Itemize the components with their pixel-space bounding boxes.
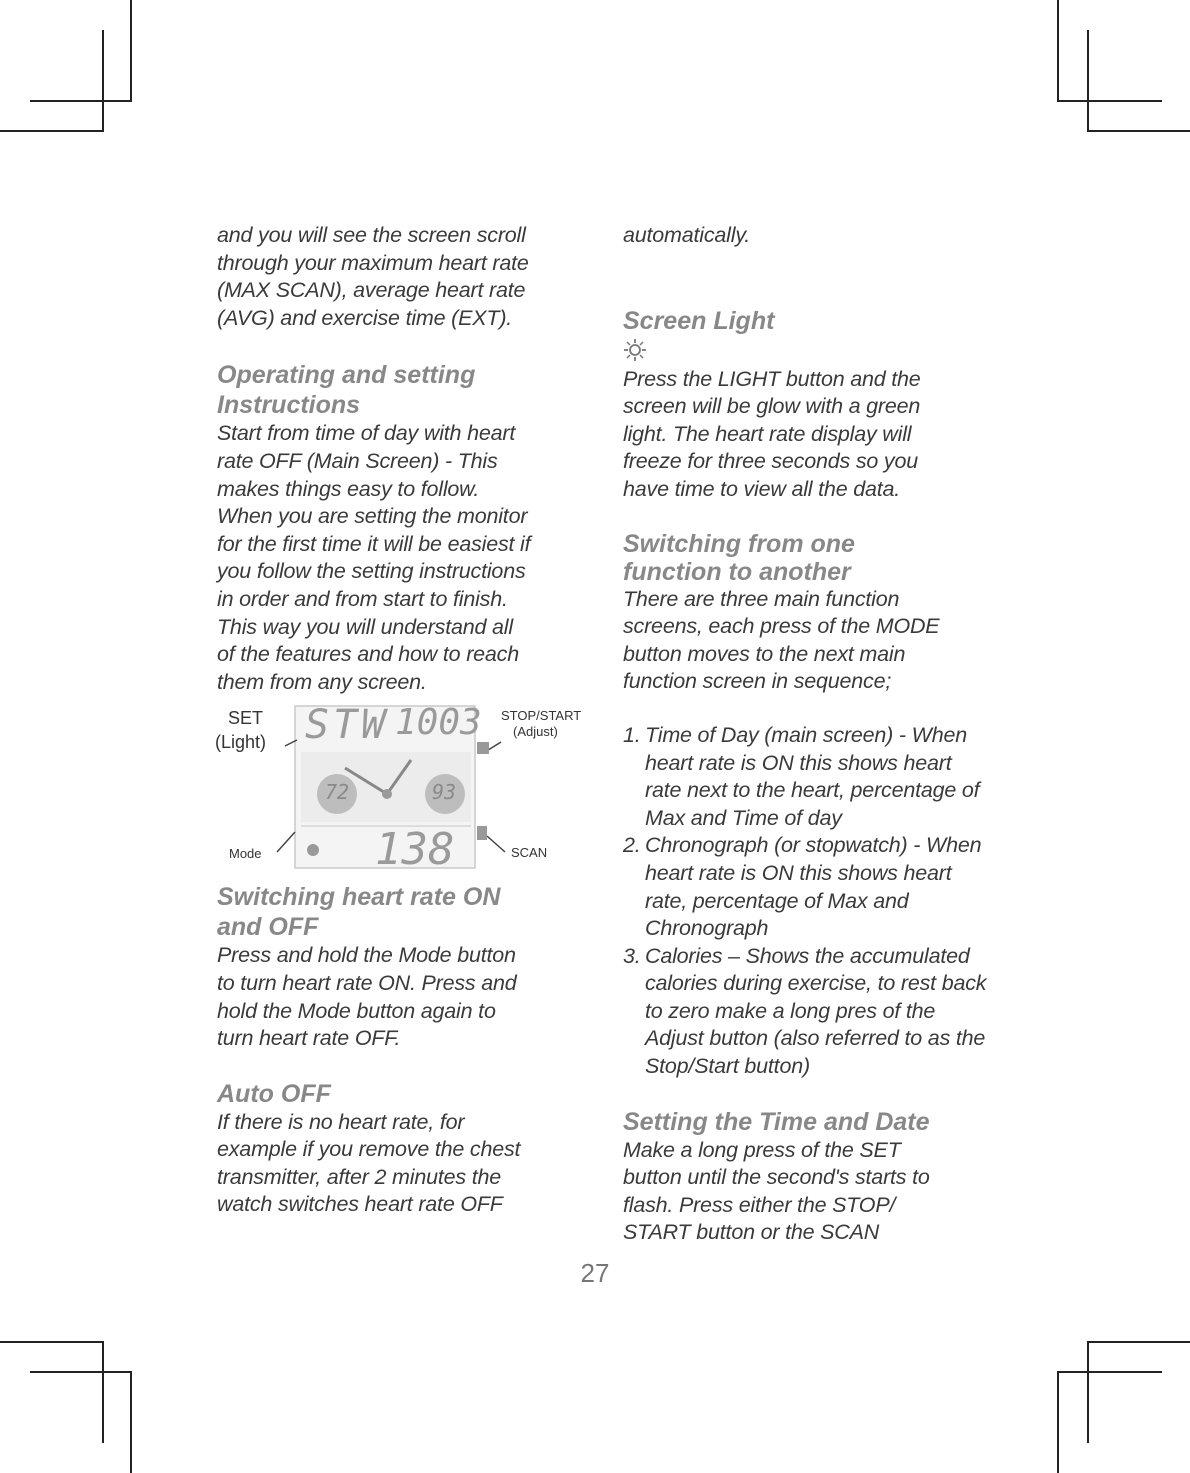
sun-icon <box>623 338 647 362</box>
label-scan: SCAN <box>511 845 548 861</box>
lcd-top-left: STW <box>305 702 390 749</box>
intro-text: and you will see the screen scroll through your maximum heart rate (MAX SCAN), average heart rate (AVG) and exercise time (EXT). <box>217 223 529 330</box>
crop-mark <box>102 1341 104 1443</box>
crop-mark <box>30 100 132 102</box>
right-intro-text: automatically. <box>623 223 751 247</box>
switching-hr-text: Press and hold the Mode button to turn heart rate ON. Press and hold the Mode button again to turn heart rate OFF. <box>217 943 517 1051</box>
lcd-top-right: 1003 <box>395 702 482 744</box>
setting-time-text: Make a long press of the SET button until the second's starts to flash. Press either the STOP/ START button or the SCAN <box>623 1137 930 1245</box>
heading-setting-time: Setting the Time and Date <box>623 1107 930 1136</box>
screen-light-title: Screen Light <box>623 306 775 335</box>
label-light: (Light) <box>215 732 267 753</box>
crop-mark <box>0 1341 104 1343</box>
heading-auto-off: Auto OFF <box>217 1079 331 1108</box>
list-item: 1. Time of Day (main screen) - When heart rate is ON this shows heart rate next to the heart, percentage of Max and Time of day <box>623 722 980 830</box>
crop-mark <box>1087 1341 1089 1443</box>
label-adjust: (Adjust) <box>513 724 558 740</box>
crop-mark <box>1087 130 1190 132</box>
heading-switching-functions: Switching from one function to another <box>623 529 855 586</box>
page-number: 27 <box>580 1258 610 1288</box>
crop-mark <box>1087 30 1089 132</box>
label-stop-start: STOP/START <box>501 708 582 724</box>
crop-mark <box>1057 100 1162 102</box>
switching-functions-text: There are three main function screens, each press of the MODE button moves to the next main function screen in sequence; <box>623 586 940 694</box>
label-mode: Mode <box>229 846 262 862</box>
crop-mark <box>0 130 104 132</box>
label-set: SET <box>228 708 264 729</box>
watch-diagram <box>215 702 595 876</box>
heading-switching-hr: Switching heart rate ON and OFF <box>217 883 501 942</box>
list-item: 3. Calories – Shows the accumulated calories during exercise, to rest back to zero make a long pres of the Adjust button (also referred to as the Stop/Start button) <box>623 943 987 1079</box>
heading-operating: Operating and setting Instructions <box>217 361 476 420</box>
function-list <box>623 722 993 1081</box>
crop-mark <box>1087 1341 1190 1343</box>
list-item: 2. Chronograph (or stopwatch) - When heart rate is ON this shows heart rate, percentage of Max and Chronograph <box>623 833 982 941</box>
operating-text: Start from time of day with heart rate OFF (Main Screen) - This makes things easy to follow. When you are setting the monitor for the first time it will be easiest if you follow the setting instructions in order and from start to finish. This way you will understand all of the features and how to reach them from any screen. <box>217 421 531 694</box>
auto-off-text: If there is no heart rate, for example if you remove the chest transmitter, after 2 minutes the watch switches heart rate OFF <box>217 1109 521 1217</box>
lcd-bottom: 138 <box>375 824 455 876</box>
crop-mark <box>1057 1371 1059 1473</box>
heading-screen-light <box>623 276 993 366</box>
crop-mark <box>102 30 104 132</box>
crop-mark <box>30 1371 132 1373</box>
lcd-right-dial: 93 <box>432 780 457 805</box>
crop-mark <box>1057 0 1059 102</box>
crop-mark <box>1057 1371 1162 1373</box>
right-column <box>623 222 993 1247</box>
lcd-left-dial: 72 <box>325 780 350 805</box>
crop-mark <box>130 1371 132 1473</box>
left-column <box>217 222 597 1219</box>
crop-mark <box>130 0 132 102</box>
screen-light-text: Press the LIGHT button and the screen will be glow with a green light. The heart rate display will freeze for three seconds so you have time to view all the data. <box>623 366 921 501</box>
